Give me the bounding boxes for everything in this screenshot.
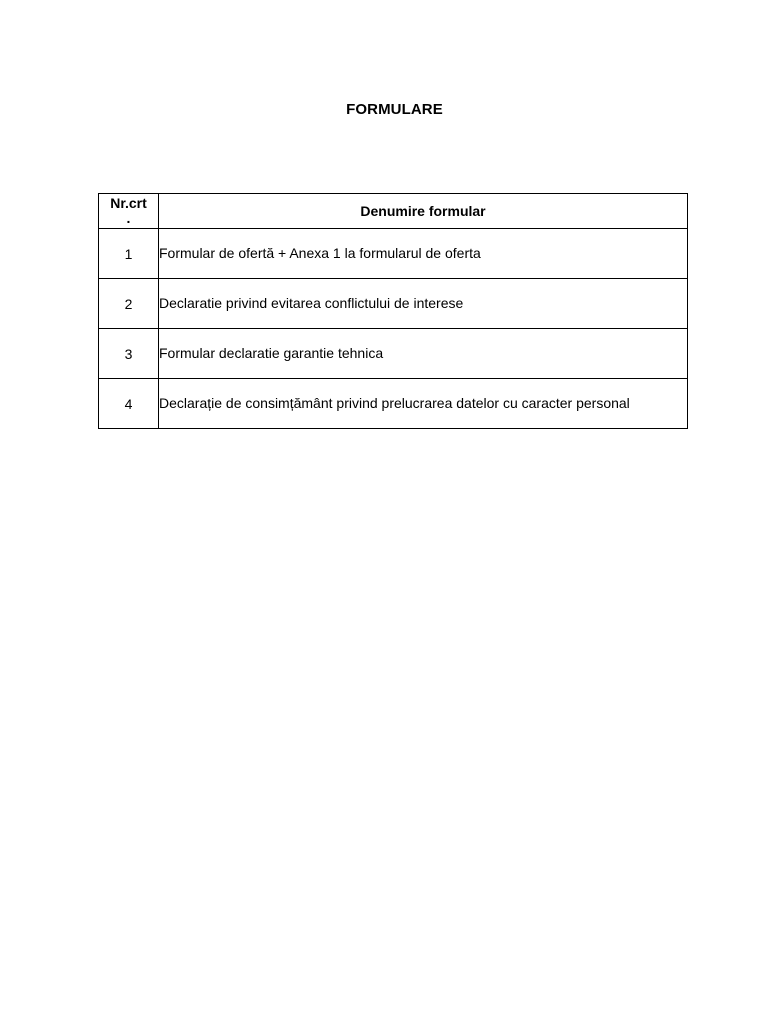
header-nr-crt <box>99 194 159 229</box>
page-title: FORMULARE <box>346 101 443 118</box>
header-nr-crt-label: Nr.crt . <box>110 195 147 226</box>
forms-table <box>98 193 688 429</box>
row-number: 3 <box>99 329 159 379</box>
row-number: 1 <box>99 229 159 279</box>
form-name: Formular declaratie garantie tehnica <box>159 329 688 379</box>
form-name: Declarație de consimțământ privind prelucrarea datelor cu caracter personal <box>159 379 688 429</box>
table-header-row <box>99 194 688 229</box>
row-number: 2 <box>99 279 159 329</box>
header-denumire-formular: Denumire formular <box>159 194 688 229</box>
form-name: Formular de ofertă + Anexa 1 la formularul de oferta <box>159 229 688 279</box>
table-row <box>99 329 688 379</box>
form-name: Declaratie privind evitarea conflictului de interese <box>159 279 688 329</box>
table-row <box>99 229 688 279</box>
table-row <box>99 379 688 429</box>
row-number: 4 <box>99 379 159 429</box>
table-row <box>99 279 688 329</box>
